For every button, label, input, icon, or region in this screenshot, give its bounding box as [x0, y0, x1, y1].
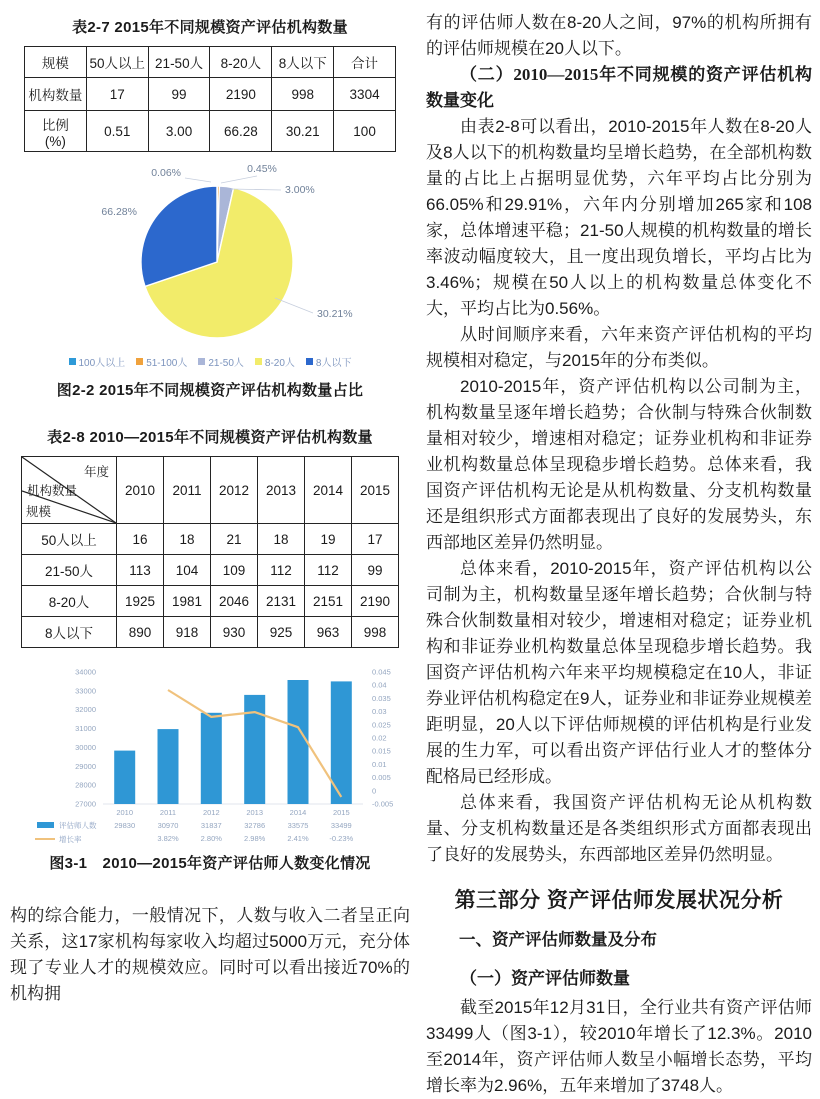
- svg-text:34000: 34000: [75, 667, 96, 677]
- table-2-7: 规模 50人以上 21-50人 8-20人 8人以下 合计 机构数量 17 99 2190 998 3304 比例 (%) 0.51 3.00 66.28 30.21 100: [24, 46, 396, 152]
- left-bottom-paragraph: 构的综合能力，一般情况下，人数与收入二者呈正向关系，这17家机构每家收入均超过5000万元，充分体现了专业人才的规模效应。同时可以看出接近70%的机构拥: [10, 906, 410, 1003]
- svg-text:2012: 2012: [202, 808, 220, 817]
- svg-text:29830: 29830: [114, 821, 136, 830]
- svg-text:2.41%: 2.41%: [287, 834, 309, 843]
- svg-text:28000: 28000: [75, 780, 96, 790]
- pie-legend-item: 8人以下: [306, 354, 352, 369]
- svg-text:2010: 2010: [116, 808, 134, 817]
- svg-text:30000: 30000: [75, 742, 96, 752]
- pie-legend-item: 100人以上: [69, 354, 126, 369]
- fig-3-1-caption: 图3-1 2010—2015年资产评估师人数变化情况: [49, 855, 371, 872]
- svg-text:30.21%: 30.21%: [317, 308, 353, 320]
- heading-appraiser-count-distribution: 一、资产评估师数量及分布: [459, 931, 657, 949]
- svg-text:2013: 2013: [246, 808, 264, 817]
- svg-text:32786: 32786: [244, 821, 266, 830]
- svg-text:0.01: 0.01: [372, 759, 387, 769]
- svg-text:0.04: 0.04: [372, 680, 387, 690]
- svg-text:33000: 33000: [75, 686, 96, 696]
- svg-text:30970: 30970: [157, 821, 179, 830]
- bar-line-chart-fig3-1: [11, 656, 409, 852]
- svg-text:0.02: 0.02: [372, 733, 387, 743]
- pie-chart-legend: [10, 354, 410, 369]
- svg-text:-0.23%: -0.23%: [329, 834, 354, 843]
- svg-text:33575: 33575: [287, 821, 309, 830]
- svg-text:增长率: 增长率: [59, 835, 82, 844]
- svg-text:0.005: 0.005: [372, 773, 391, 783]
- table-2-7-title: 表2-7 2015年不同规模资产评估机构数量: [72, 19, 348, 36]
- heading-part-3: 第三部分 资产评估师发展状况分析: [454, 889, 784, 912]
- legend-swatch-icon: [136, 358, 143, 365]
- paragraph-table-2-8-analysis: 由表2-8可以看出，2010-2015年人数在8-20人及8人以下的机构数量均呈增长趋势，在全部机构数量的占比上占据明显优势，六年平均占比分别为66.05%和29.91%，六年内分别增加265家和108家，总体增速平稳；21-50人规模的机构数量的增长率波动幅度较大，且一度出现负增长，平均占比为3.46%；规模在50人以上的机构数量总体变化不大，平均占比为0.56%。: [426, 117, 812, 318]
- svg-text:-0.005: -0.005: [372, 799, 394, 809]
- paragraph-continuation: 有的评估师人数在8-20人之间，97%的机构所拥有的评估师规模在20人以下。: [426, 13, 812, 58]
- svg-text:0.035: 0.035: [372, 693, 391, 703]
- svg-text:0.06%: 0.06%: [151, 167, 181, 179]
- legend-swatch-icon: [69, 358, 76, 365]
- svg-text:31837: 31837: [200, 821, 222, 830]
- table-2-8-title: 表2-8 2010—2015年不同规模资产评估机构数量: [47, 429, 373, 446]
- paragraph-2010-2015: 2010-2015年，资产评估机构以公司制为主，机构数量呈逐年增长趋势；合伙制与特殊合伙制数量相对较少，增速相对稳定；证券业机构和非证券业机构数量总体呈现稳步增长趋势。总体来看，我国资产评估机构无论是从机构数量、分支机构数量还是组织形式方面都表现出了良好的发展势头，东西部地区差异仍然明显。: [426, 377, 812, 552]
- svg-text:2.80%: 2.80%: [200, 834, 222, 843]
- svg-text:评估师人数: 评估师人数: [59, 821, 97, 830]
- svg-text:3.00%: 3.00%: [285, 184, 315, 196]
- pie-legend-item: 21-50人: [198, 354, 244, 369]
- paragraph-appraiser-count: 截至2015年12月31日，全行业共有资产评估师33499人（图3-1），较2010年增长了12.3%。2010至2014年，资产评估师人数呈小幅增长态势，平均增长率为2.96%，五年来增加了3748人。: [426, 998, 812, 1095]
- svg-text:0.025: 0.025: [372, 720, 391, 730]
- legend-swatch-icon: [255, 358, 262, 365]
- svg-text:0.45%: 0.45%: [247, 163, 277, 175]
- svg-text:33499: 33499: [330, 821, 352, 830]
- svg-text:0.045: 0.045: [372, 667, 391, 677]
- svg-text:2.98%: 2.98%: [244, 834, 266, 843]
- pie-legend-item: 8-20人: [255, 354, 295, 369]
- legend-swatch-icon: [198, 358, 205, 365]
- paragraph-overall-2: 总体来看，我国资产评估机构无论从机构数量、分支机构数量还是各类组织形式方面都表现出了良好的发展势头，东西部地区差异仍然明显。: [426, 793, 812, 864]
- heading-appraiser-count: （一）资产评估师数量: [460, 969, 630, 988]
- fig-2-2-caption: 图2-2 2015年不同规模资产评估机构数量占比: [56, 382, 364, 399]
- svg-text:27000: 27000: [75, 799, 96, 809]
- pie-chart-fig2-2: [15, 156, 405, 352]
- svg-text:66.28%: 66.28%: [101, 206, 137, 218]
- right-column: [426, 8, 812, 1099]
- pie-legend-item: 51-100人: [136, 354, 187, 369]
- svg-text:29000: 29000: [75, 761, 96, 771]
- table-2-8: 年度 机构数量 规模 2010 2011 2012 2013 2014 2015 50人以上 16 18 21 18 19 17 21-50人 113 104 109 112 112 99 8-20人 1925 1981 2046 2131 2151 2190 8人以下 890 918 930 925 963 998: [21, 456, 399, 648]
- svg-text:3.82%: 3.82%: [157, 834, 179, 843]
- legend-swatch-icon: [306, 358, 313, 365]
- svg-text:0.03: 0.03: [372, 707, 387, 717]
- left-column: [10, 8, 410, 1099]
- paragraph-time-order: 从时间顺序来看，六年来资产评估机构的平均规模相对稳定，与2015年的分布类似。: [426, 325, 812, 370]
- paragraph-overall-1: 总体来看，2010-2015年，资产评估机构以公司制为主，机构数量呈逐年增长趋势；合伙制与特殊合伙制数量相对较少，增速相对稳定；证券业机构和非证券业机构数量总体呈现稳步增长趋势。我国资产评估机构六年来平均规模稳定在10人，非证券业评估机构稳定在9人，证券业和非证券业规模差距明显，20人以下评估师规模的评估机构是行业发展的生力军，可以看出资产评估行业人才的整体分配格局已经形成。: [426, 559, 812, 786]
- svg-text:2014: 2014: [289, 808, 307, 817]
- svg-text:31000: 31000: [75, 724, 96, 734]
- svg-text:0.015: 0.015: [372, 746, 391, 756]
- svg-text:32000: 32000: [75, 705, 96, 715]
- svg-text:0: 0: [372, 786, 377, 796]
- heading-section-2: （二）2010—2015年不同规模的资产评估机构数量变化: [426, 65, 812, 110]
- svg-text:2011: 2011: [159, 808, 177, 817]
- svg-text:2015: 2015: [332, 808, 350, 817]
